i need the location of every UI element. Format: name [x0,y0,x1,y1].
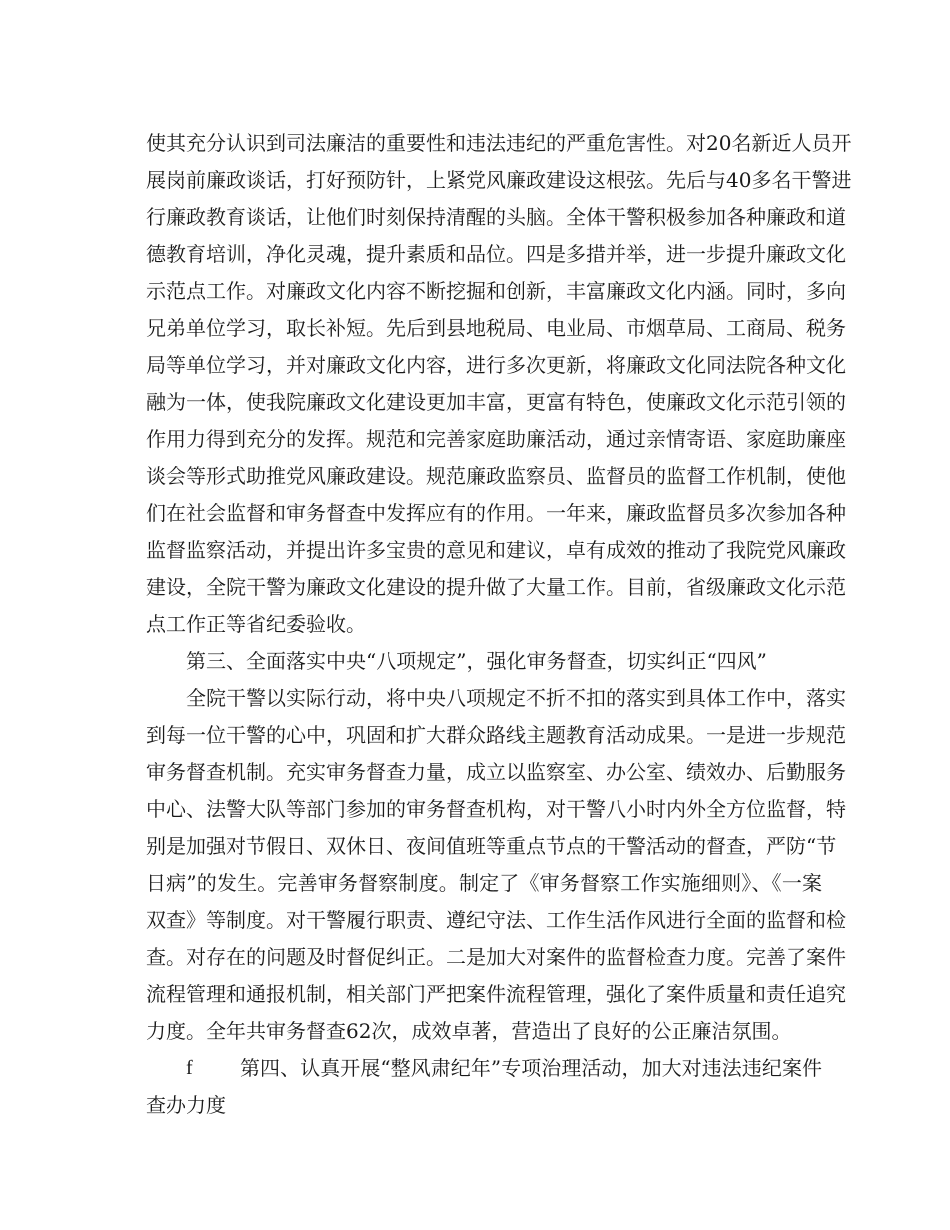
body-text-line: 行廉政教育谈话，让他们时刻保持清醒的头脑。全体干警积极参加各种廉政和道 [146,205,846,229]
body-text-line: 兄弟单位学习，取长补短。先后到县地税局、电业局、市烟草局、工商局、税务 [146,316,846,340]
body-text-line: 查。对存在的问题及时督促纠正。二是加大对案件的监督检查力度。完善了案件 [146,945,846,969]
body-text-line: 监督监察活动，并提出许多宝贵的意见和建议，卓有成效的推动了我院党风廉政 [146,538,846,562]
body-text-line: 日病”的发生。完善审务督察制度。制定了《审务督察工作实施细则》、《一案 [146,871,822,895]
body-text-line: 力度。全年共审务督查62次，成效卓著，营造出了良好的公正廉洁氛围。 [146,1019,792,1043]
body-text-line: 展岗前廉政谈话，打好预防针，上紧党风廉政建设这根弦。先后与40多名干警进 [146,168,852,192]
body-text-line: 到每一位干警的心中，巩固和扩大群众路线主题教育活动成果。一是进一步规范 [146,723,846,747]
section-heading-4-continued: 查办力度 [146,1093,226,1117]
body-text-line: 建设，全院干警为廉政文化建设的提升做了大量工作。目前，省级廉政文化示范 [146,575,846,599]
body-text-line: 全院干警以实际行动，将中央八项规定不折不扣的落实到具体工作中，落实 [186,686,846,710]
body-text-line: 审务督查机制。充实审务督查力量，成立以监察室、办公室、绩效办、后勤服务 [146,760,846,784]
body-text-line: 双查》等制度。对干警履行职责、遵纪守法、工作生活作风进行全面的监督和检 [146,908,846,932]
body-text-line: 中心、法警大队等部门参加的审务督查机构，对干警八小时内外全方位监督，特 [146,797,846,821]
body-text-line: 使其充分认识到司法廉洁的重要性和违法违纪的严重危害性。对20名新近人员开 [146,131,852,155]
body-text-line: 作用力得到充分的发挥。规范和完善家庭助廉活动，通过亲情寄语、家庭助廉座 [146,427,846,451]
body-text-line: 们在社会监督和审务督查中发挥应有的作用。一年来，廉政监督员多次参加各种 [146,501,846,525]
section-heading-3: 第三、全面落实中央“八项规定”，强化审务督查，切实纠正“四风” [186,649,767,673]
body-text-line: 德教育培训，净化灵魂，提升素质和品位。四是多措并举，进一步提升廉政文化 [146,242,846,266]
body-text-line: 谈会等形式助推党风廉政建设。规范廉政监察员、监督员的监督工作机制，使他 [146,464,846,488]
body-text-line: 示范点工作。对廉政文化内容不断挖掘和创新，丰富廉政文化内涵。同时，多向 [146,279,846,303]
body-text-line: 流程管理和通报机制，相关部门严把案件流程管理，强化了案件质量和责任追究 [146,982,846,1006]
stray-marker: f [186,1057,193,1079]
section-heading-4: 第四、认真开展“整风肃纪年”专项治理活动，加大对违法违纪案件 [240,1056,822,1080]
body-text-line: 别是加强对节假日、双休日、夜间值班等重点节点的干警活动的督查，严防“节 [146,834,837,858]
body-text-line: 点工作正等省纪委验收。 [146,612,366,636]
body-text-line: 融为一体，使我院廉政文化建设更加丰富，更富有特色，使廉政文化示范引领的 [146,390,846,414]
body-text-line: 局等单位学习，并对廉政文化内容，进行多次更新，将廉政文化同法院各种文化 [146,353,846,377]
